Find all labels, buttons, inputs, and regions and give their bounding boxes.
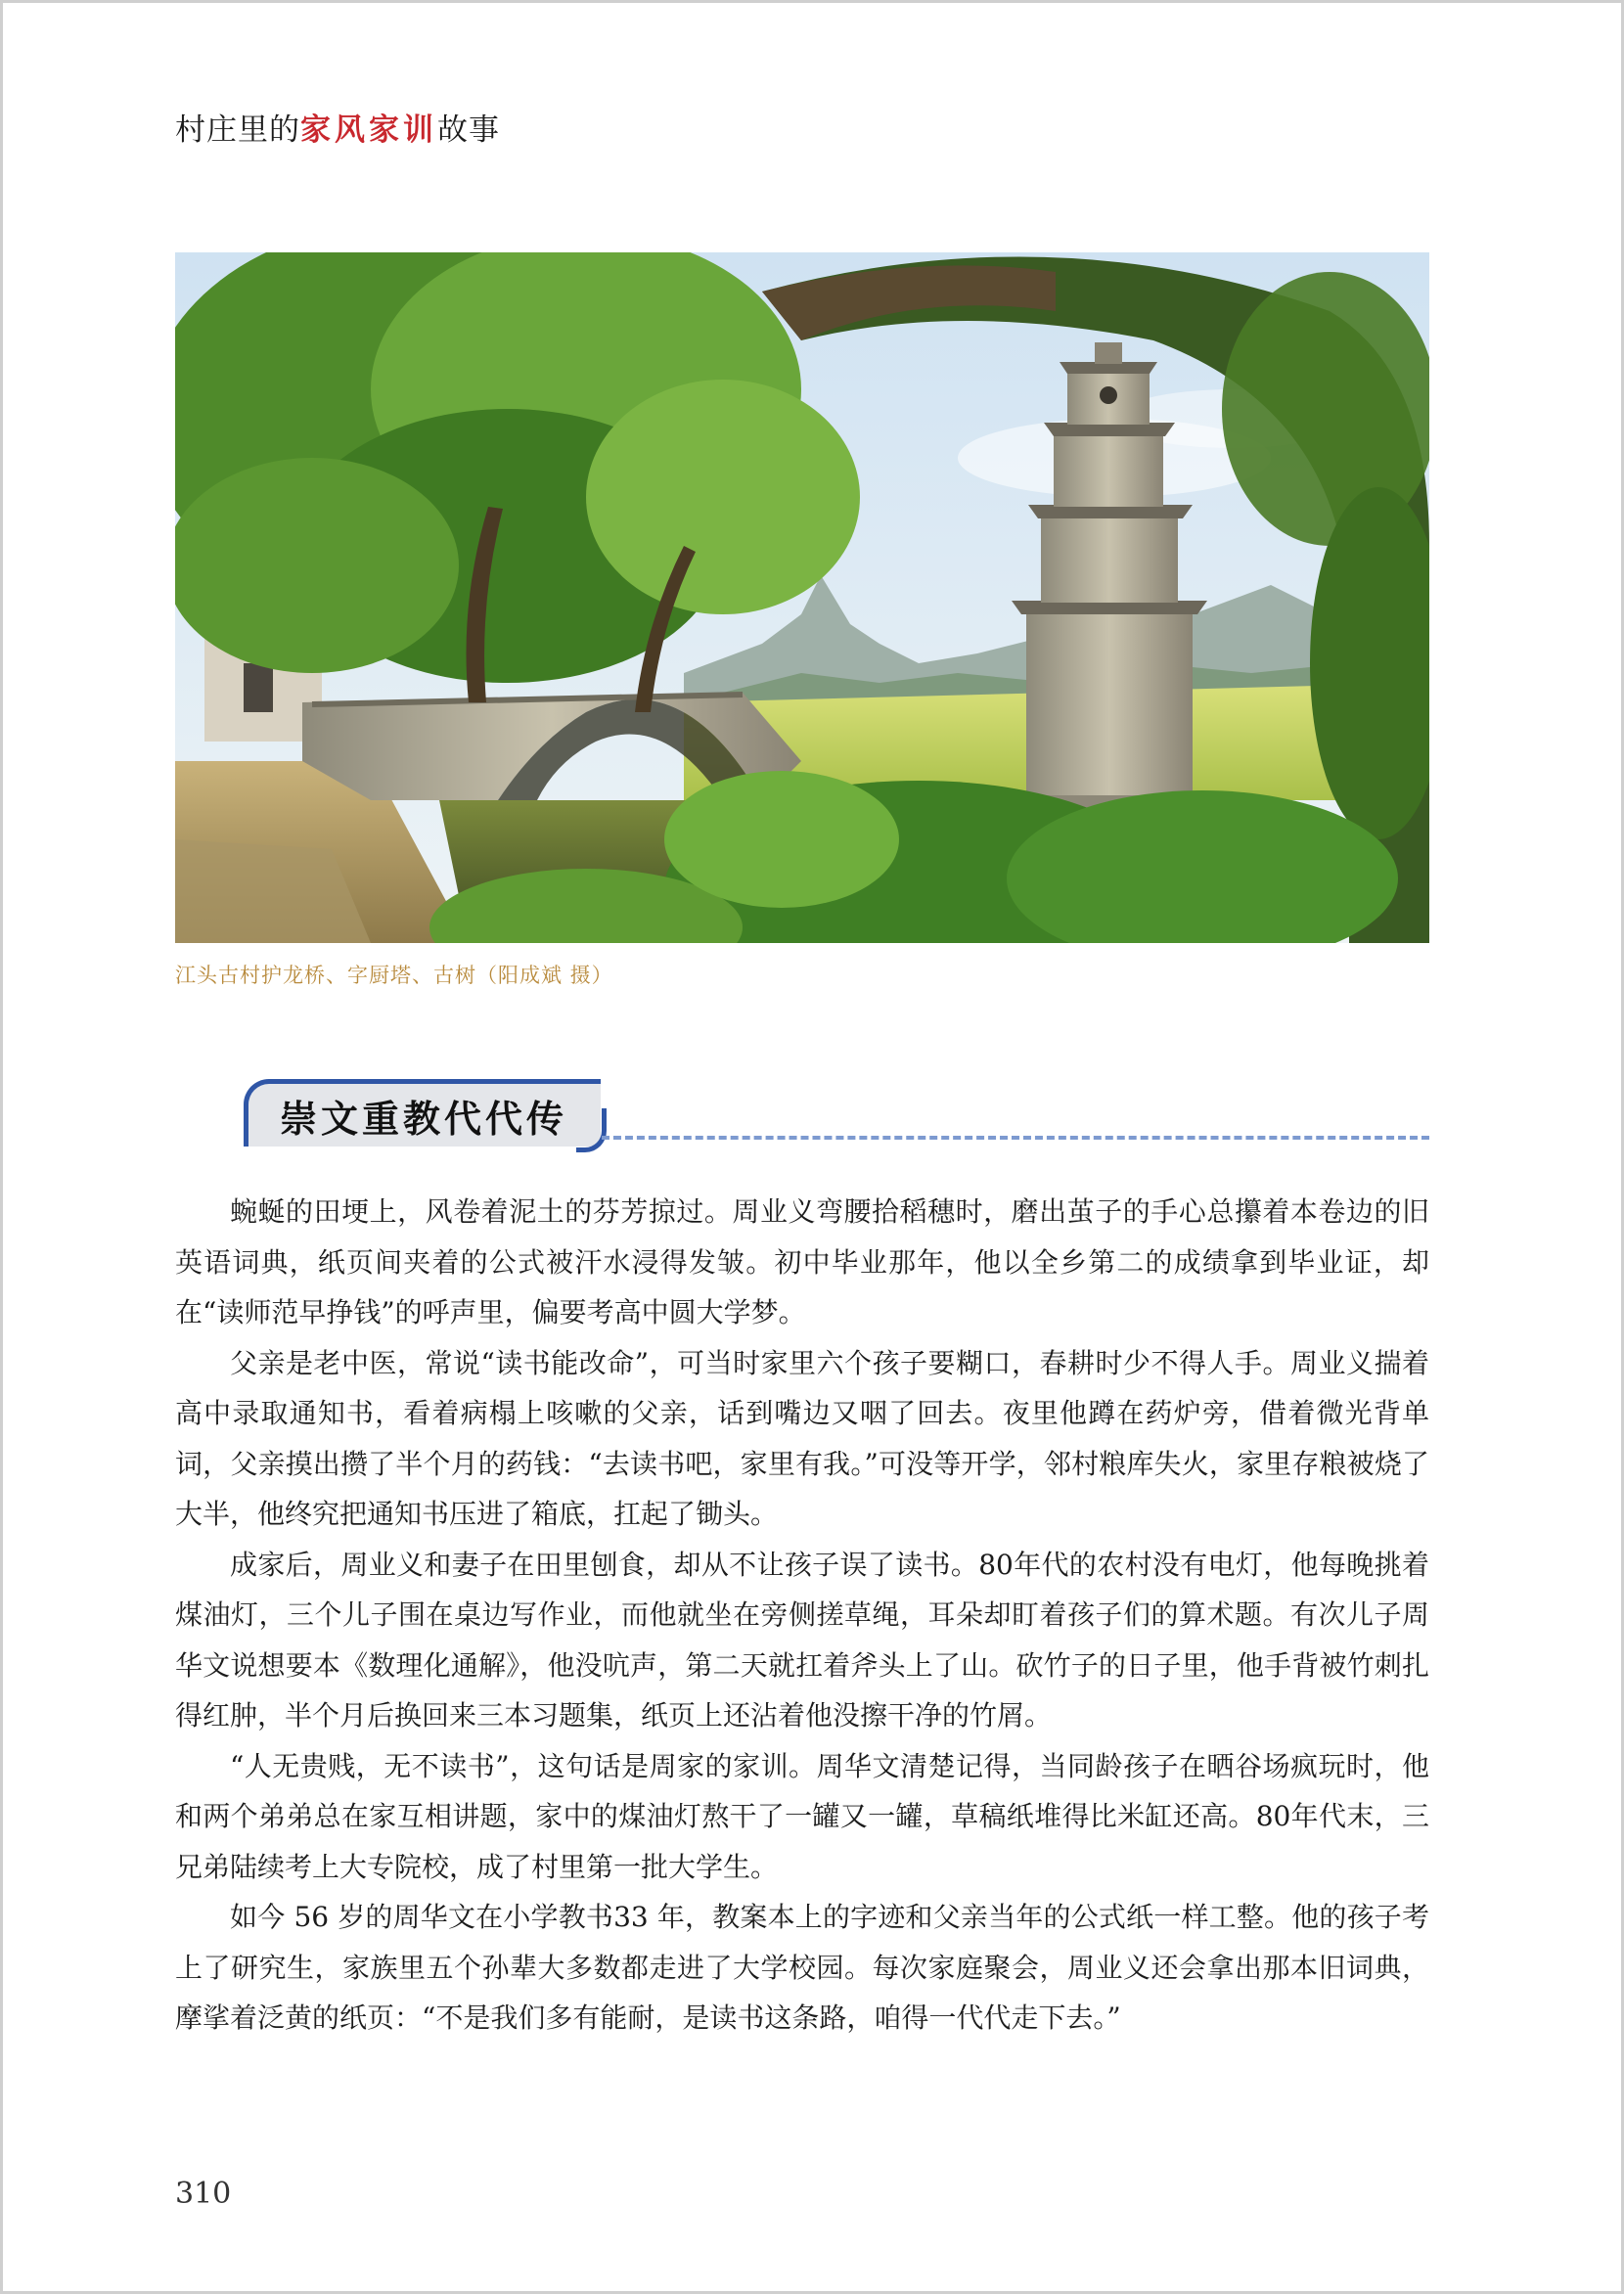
running-head-prefix: 村庄里的 [175, 112, 300, 148]
article-body [175, 1187, 1429, 2044]
section-dashed-rule [602, 1136, 1429, 1140]
paragraph: 如今 56 岁的周华文在小学教书33 年，教案本上的字迹和父亲当年的公式纸一样工整。他的孩子考上了研究生，家族里五个孙辈大多数都走进了大学校园。每次家庭聚会，周业义还会拿出那本旧词典，摩挲着泛黄的纸页：“不是我们多有能耐，是读书这条路，咱得一代代走下去。” [175, 1901, 1429, 2034]
paragraph: “人无贵贱，无不读书”，这句话是周家的家训。周华文清楚记得，当同龄孩子在晒谷场疯玩时，他和两个弟弟总在家互相讲题，家中的煤油灯熬干了一罐又一罐，草稿纸堆得比米缸还高。80年代末，三兄弟陆续考上大专院校，成了村里第一批大学生。 [175, 1749, 1429, 1883]
paragraph: 成家后，周业义和妻子在田里刨食，却从不让孩子误了读书。80年代的农村没有电灯，他每晚挑着煤油灯，三个儿子围在桌边写作业，而他就坐在旁侧搓草绳，耳朵却盯着孩子们的算术题。有次儿子周华文说想要本《数理化通解》，他没吭声，第二天就扛着斧头上了山。砍竹子的日子里，他手背被竹刺扎得红肿，半个月后换回来三本习题集，纸页上还沾着他没擦干净的竹屑。 [175, 1548, 1429, 1732]
photo-caption: 江头古村护龙桥、字厨塔、古树（阳成斌 摄） [175, 964, 613, 987]
village-photo [175, 252, 1429, 943]
page-number: 310 [175, 2177, 232, 2211]
running-head [175, 105, 500, 149]
paragraph: 父亲是老中医，常说“读书能改命”，可当时家里六个孩子要糊口，春耕时少不得人手。周业义揣着高中录取通知书，看着病榻上咳嗽的父亲，话到嘴边又咽了回去。夜里他蹲在药炉旁，借着微光背单词，父亲摸出攒了半个月的药钱：“去读书吧，家里有我。”可没等开学，邻村粮库失火，家里存粮被烧了大半，他终究把通知书压进了箱底，扛起了锄头。 [175, 1346, 1429, 1530]
section-heading-tab [244, 1079, 601, 1147]
section-title: 崇文重教代代传 [280, 1096, 568, 1141]
paragraph: 蜿蜒的田埂上，风卷着泥土的芬芳掠过。周业义弯腰拾稻穗时，磨出茧子的手心总攥着本卷边的旧英语词典，纸页间夹着的公式被汗水浸得发皱。初中毕业那年，他以全乡第二的成绩拿到毕业证，却在“读师范早挣钱”的呼声里，偏要考高中圆大学梦。 [175, 1195, 1429, 1328]
section-heading [244, 1079, 1429, 1147]
running-head-accent: 家风家训 [300, 112, 437, 148]
running-head-suffix: 故事 [437, 112, 500, 148]
